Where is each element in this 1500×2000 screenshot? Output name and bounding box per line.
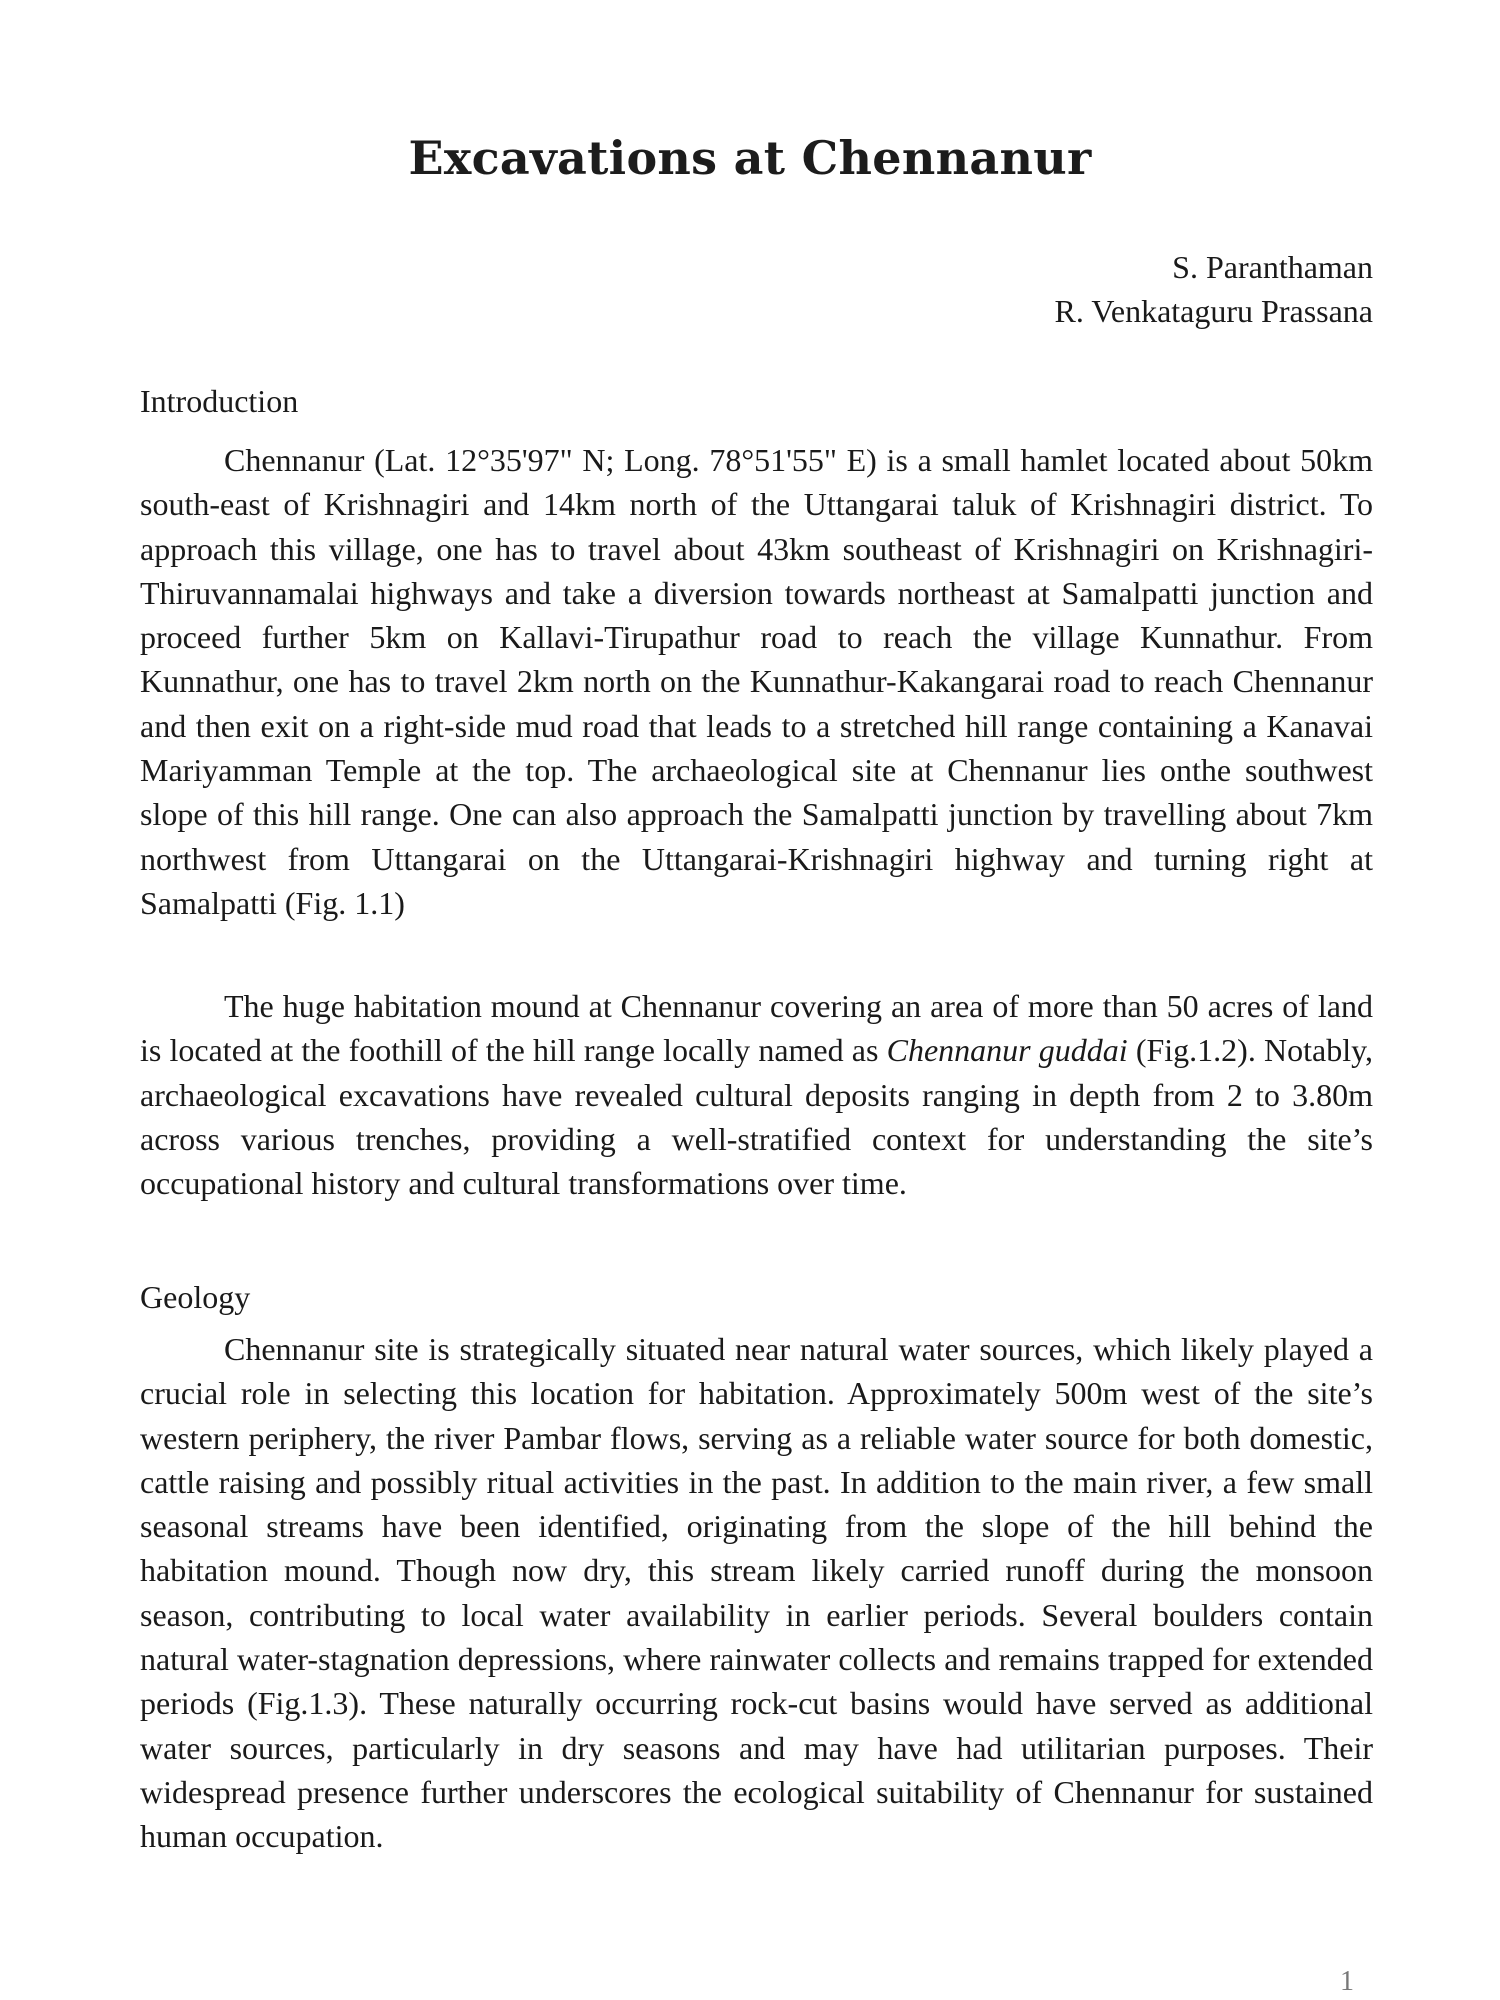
section-heading-introduction: Introduction: [140, 383, 299, 419]
author-list: [1055, 245, 1373, 333]
author-name: R. Venkataguru Prassana: [1054, 293, 1373, 329]
italic-place-name: Chennanur guddai: [886, 1032, 1128, 1069]
paragraph-text: The huge habitation mound at Chennanur covering an area of more than 50 acres of land is located at the foothill of the hill range locally named as: [140, 988, 1373, 1069]
paragraph-intro-location: Chennanur (Lat. 12°35'97" N; Long. 78°51'55" E) is a small hamlet located about 50km south-east of Krishnagiri and 14km north of the Uttangarai taluk of Krishnagiri district. To approach this village, one has to travel about 43km southeast of Krishnagiri on Krishnagiri-Thiruvannamalai highways and take a diversion towards northeast at Samalpatti junction and proceed further 5km on Kallavi-Tirupathur road to reach the village Kunnathur. From Kunnathur, one has to travel 2km north on the Kunnathur-Kakangarai road to reach Chennanur and then exit on a right-side mud road that leads to a stretched hill range containing a Kanavai Mariyamman Temple at the top. The archaeological site at Chennanur lies onthe southwest slope of this hill range. One can also approach the Samalpatti junction by travelling about 7km northwest from Uttangarai on the Uttangarai-Krishnagiri highway and turning right at Samalpatti (Fig. 1.1): [140, 442, 1373, 921]
page-number: 1: [1340, 1966, 1354, 1997]
section-heading-geology: Geology: [140, 1279, 251, 1315]
paragraph-text: (Fig.1.2). Notably, archaeological excavations have revealed cultural deposits ranging in depth from 2 to 3.80m across various trenches, providing a well-stratified context for understanding the site’s occupational history and cultural transformations over time.: [140, 1032, 1374, 1202]
paragraph-habitation-mound: [140, 984, 1373, 1205]
author-name: S. Paranthaman: [1172, 249, 1373, 285]
paragraph-geology: Chennanur site is strategically situated near natural water sources, which likely played a crucial role in selecting this location for habitation. Approximately 500m west of the site’s western periphery, the river Pambar flows, serving as a reliable water source for both domestic, cattle raising and possibly ritual activities in the past. In addition to the main river, a few small seasonal streams have been identified, originating from the slope of the hill behind the habitation mound. Though now dry, this stream likely carried runoff during the monsoon season, contributing to local water availability in earlier periods. Several boulders contain natural water-stagnation depressions, where rainwater collects and remains trapped for extended periods (Fig.1.3). These naturally occurring rock-cut basins would have served as additional water sources, particularly in dry seasons and may have had utilitarian purposes. Their widespread presence further underscores the ecological suitability of Chennanur for sustained human occupation.: [140, 1331, 1373, 1855]
document-title: Excavations at Chennanur: [408, 130, 1092, 185]
